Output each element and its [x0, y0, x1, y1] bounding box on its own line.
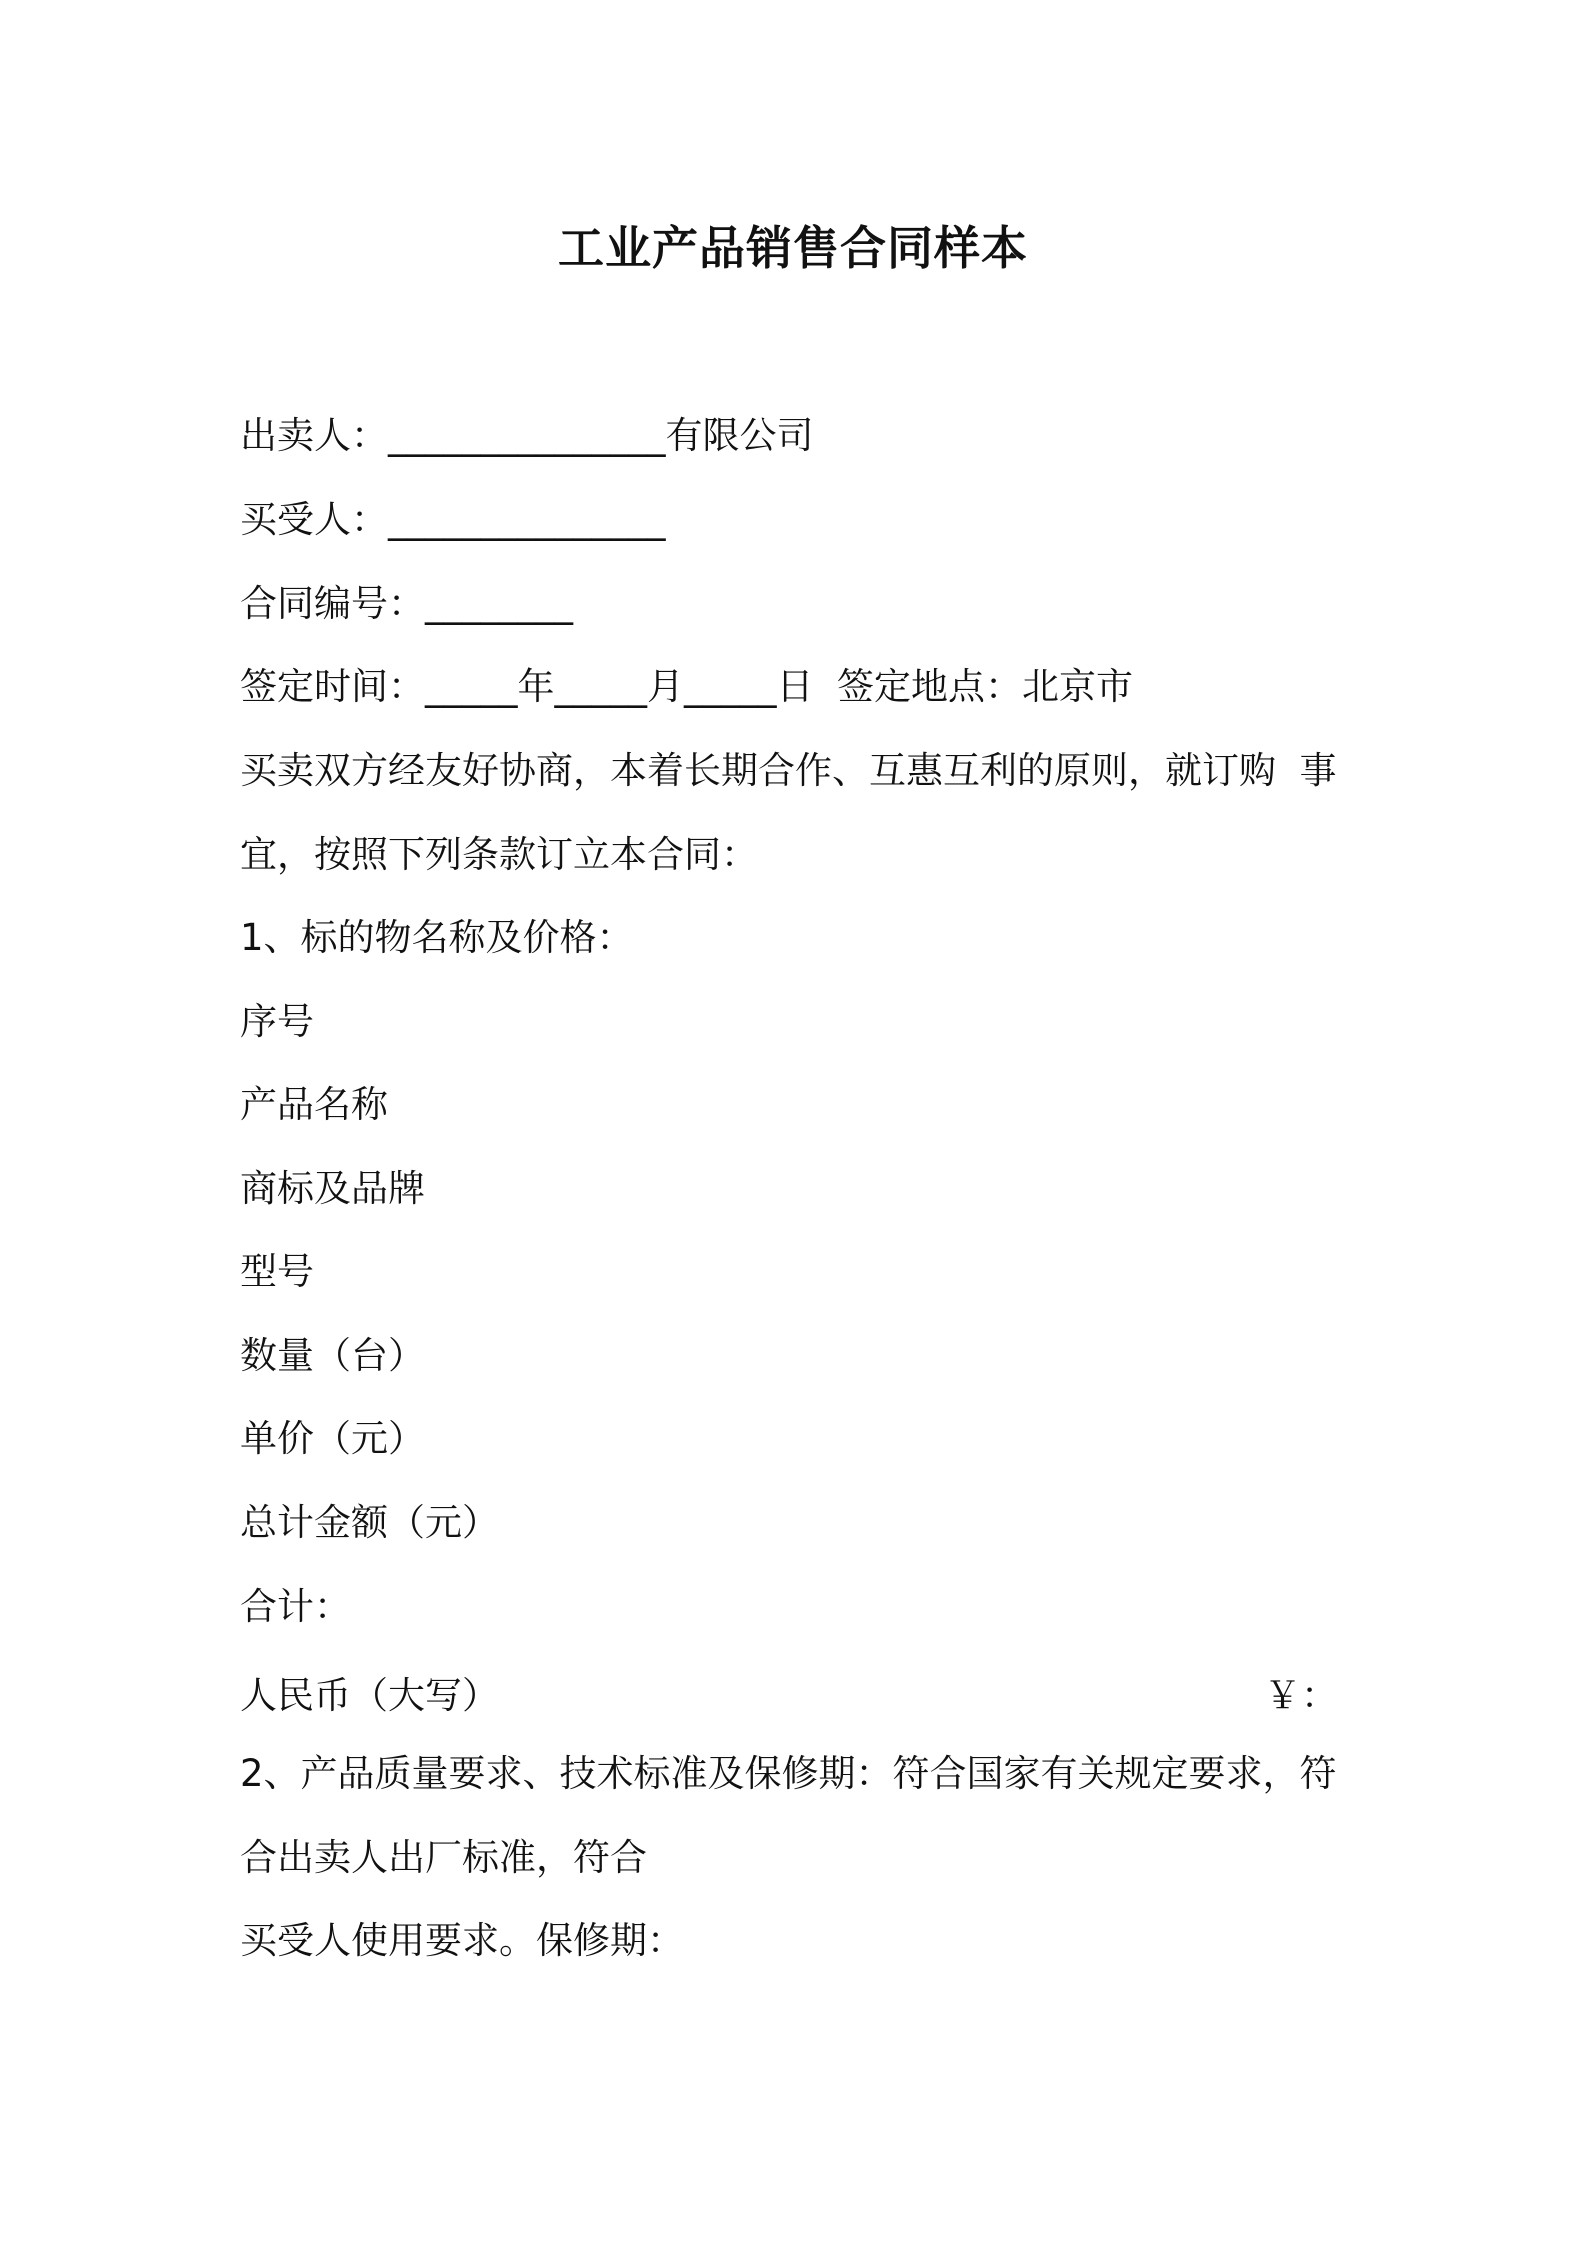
field-model: 型号 — [240, 1250, 314, 1293]
total-label: 合计： — [240, 1585, 351, 1628]
field-unit-price: 单价（元） — [240, 1417, 425, 1460]
document-title: 工业产品销售合同样本 — [558, 221, 1028, 275]
buyer-line: 买受人：_______________ — [240, 498, 666, 541]
intro-line-1: 买卖双方经友好协商，本着长期合作、互惠互利的原则，就订购 事 — [240, 749, 1337, 792]
section2-line-1: 2、产品质量要求、技术标准及保修期：符合国家有关规定要求，符 — [240, 1752, 1337, 1795]
intro-line-2: 宜，按照下列条款订立本合同： — [240, 833, 758, 876]
yen-symbol-label: ￥： — [1264, 1674, 1338, 1717]
seller-line: 出卖人：_______________有限公司 — [240, 414, 814, 457]
section2-line-2: 合出卖人出厂标准，符合 — [240, 1836, 647, 1879]
section2-line-3: 买受人使用要求。保修期： — [240, 1919, 684, 1962]
field-serial-number: 序号 — [240, 1000, 314, 1043]
field-quantity: 数量（台） — [240, 1334, 425, 1377]
signing-info-line: 签定时间：_____年_____月_____日 签定地点：北京市 — [240, 665, 1134, 708]
section1-heading: 1、标的物名称及价格： — [240, 916, 634, 959]
field-product-name: 产品名称 — [240, 1083, 388, 1126]
rmb-uppercase-label: 人民币（大写） — [240, 1674, 499, 1717]
field-total-amount: 总计金额（元） — [240, 1501, 499, 1544]
field-trademark-brand: 商标及品牌 — [240, 1167, 425, 1210]
contract-number-line: 合同编号：________ — [240, 582, 573, 625]
